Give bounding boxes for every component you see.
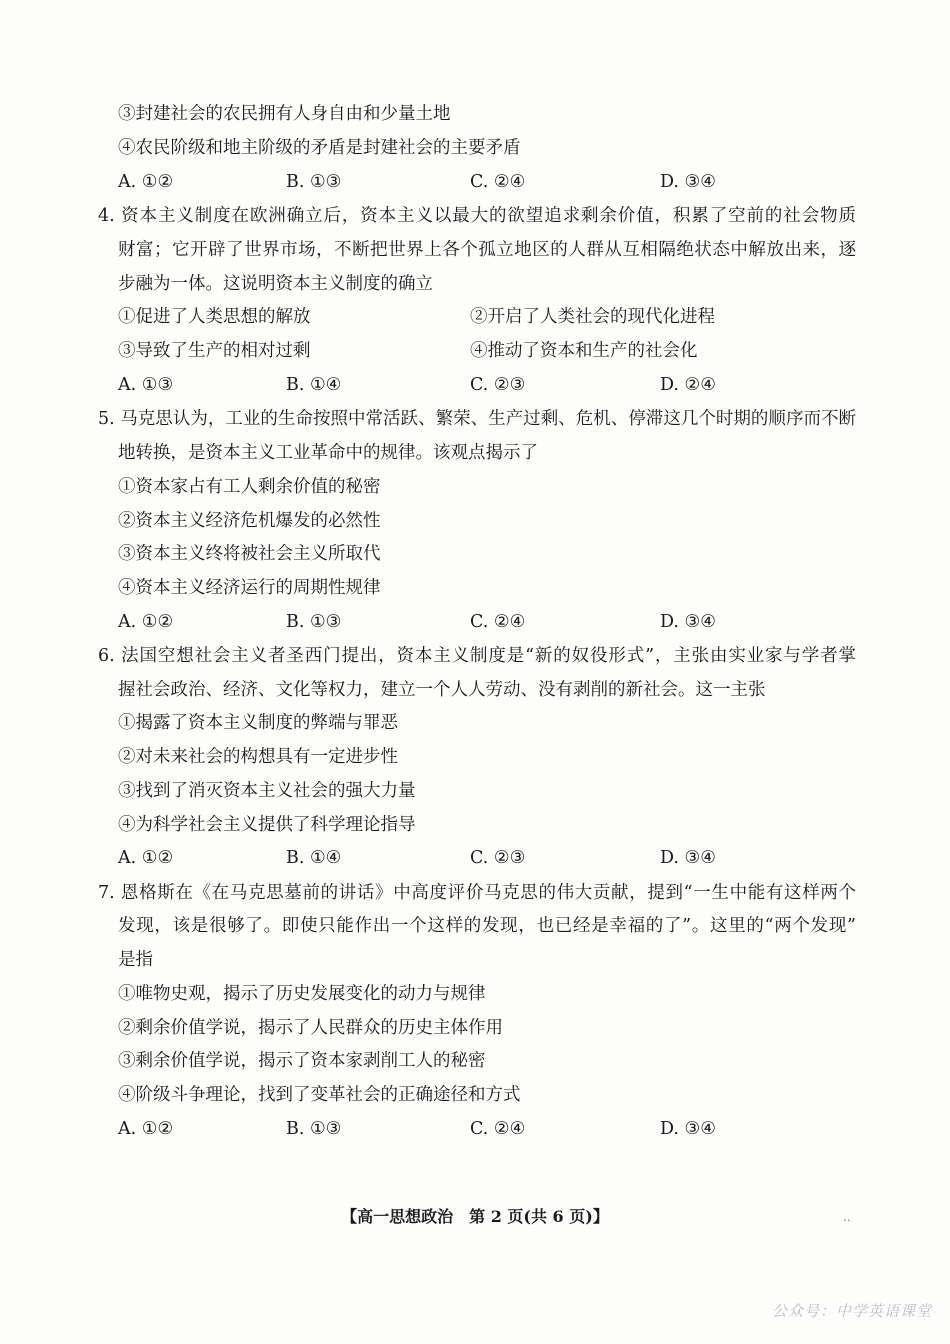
q5-stem-line-2: 地转换，是资本主义工业革命中的规律。该观点揭示了	[118, 443, 538, 463]
q6-stem-line-2: 握社会政治、经济、文化等权力，建立一个人人劳动、没有剥削的新社会。这一主张	[118, 680, 766, 700]
q7-statement-3: ③剩余价值学说，揭示了资本家剥削工人的秘密	[118, 1051, 486, 1071]
page-footer: 【高一思想政治 第 2 页(共 6 页)】	[341, 1207, 609, 1226]
q6-statement-2: ②对未来社会的构想具有一定进步性	[118, 747, 398, 767]
q4-stem-line-2: 财富；它开辟了世界市场，不断把世界上各个孤立地区的人群从互相隔绝状态中解放出来，逐	[118, 240, 856, 260]
q7-statement-4: ④阶级斗争理论，找到了变革社会的正确途径和方式	[118, 1085, 521, 1105]
q4-statement-3: ③导致了生产的相对过剩	[118, 341, 311, 361]
q6-option-a: A. ①②	[118, 848, 174, 868]
q3-statement-3: ③封建社会的农民拥有人身自由和少量土地	[118, 104, 451, 124]
q7-option-d: D. ③④	[660, 1119, 716, 1139]
watermark-text: 公众号：中学英语课堂	[771, 1302, 932, 1320]
q4-option-b: B. ①④	[286, 375, 342, 395]
q6-statement-4: ④为科学社会主义提供了科学理论指导	[118, 815, 416, 835]
q3-option-a: A. ①②	[118, 172, 174, 192]
q7-option-a: A. ①②	[118, 1119, 174, 1139]
q5-statement-3: ③资本主义终将被社会主义所取代	[118, 544, 381, 564]
q5-option-c: C. ②④	[470, 612, 526, 632]
q4-option-d: D. ②④	[660, 375, 716, 395]
q3-option-d: D. ③④	[660, 172, 716, 192]
q4-statement-2: ②开启了人类社会的现代化进程	[470, 307, 715, 327]
q4-statement-4: ④推动了资本和生产的社会化	[470, 341, 698, 361]
q4-stem-line-3: 步融为一体。这说明资本主义制度的确立	[118, 274, 433, 294]
q7-option-c: C. ②④	[470, 1119, 526, 1139]
q4-stem-line-1: 4. 资本主义制度在欧洲确立后，资本主义以最大的欲望追求剩余价值，积累了空前的社会物质	[98, 206, 856, 226]
q6-option-b: B. ①④	[286, 848, 342, 868]
q5-option-a: A. ①②	[118, 612, 174, 632]
q5-statement-1: ①资本家占有工人剩余价值的秘密	[118, 477, 381, 497]
q6-statement-1: ①揭露了资本主义制度的弊端与罪恶	[118, 713, 398, 733]
q4-option-a: A. ①③	[118, 375, 174, 395]
q4-statement-1: ①促进了人类思想的解放	[118, 307, 311, 327]
q7-stem-line-3: 是指	[118, 950, 153, 970]
q6-option-d: D. ③④	[660, 848, 716, 868]
q7-stem-line-2: 发现，该是很够了。即使只能作出一个这样的发现，也已经是幸福的了”。这里的“两个发现”	[118, 916, 856, 936]
q3-statement-4: ④农民阶级和地主阶级的矛盾是封建社会的主要矛盾	[118, 138, 521, 158]
q5-statement-2: ②资本主义经济危机爆发的必然性	[118, 511, 381, 531]
q5-statement-4: ④资本主义经济运行的周期性规律	[118, 578, 381, 598]
q7-stem-line-1: 7. 恩格斯在《在马克思墓前的讲话》中高度评价马克思的伟大贡献，提到“一生中能有这样两个	[98, 883, 856, 903]
q5-option-b: B. ①③	[286, 612, 342, 632]
footer-mark: ..	[843, 1210, 851, 1224]
q3-option-b: B. ①③	[286, 172, 342, 192]
q7-statement-2: ②剩余价值学说，揭示了人民群众的历史主体作用	[118, 1018, 503, 1038]
q5-stem-line-1: 5. 马克思认为，工业的生命按照中常活跃、繁荣、生产过剩、危机、停滞这几个时期的顺序而不断	[98, 409, 856, 429]
q6-stem-line-1: 6. 法国空想社会主义者圣西门提出，资本主义制度是“新的奴役形式”，主张由实业家与学者掌	[98, 646, 856, 666]
q4-option-c: C. ②③	[470, 375, 526, 395]
q7-statement-1: ①唯物史观，揭示了历史发展变化的动力与规律	[118, 984, 486, 1004]
q6-statement-3: ③找到了消灭资本主义社会的强大力量	[118, 781, 416, 801]
q3-option-c: C. ②④	[470, 172, 526, 192]
q6-option-c: C. ②③	[470, 848, 526, 868]
q7-option-b: B. ①③	[286, 1119, 342, 1139]
q5-option-d: D. ③④	[660, 612, 716, 632]
